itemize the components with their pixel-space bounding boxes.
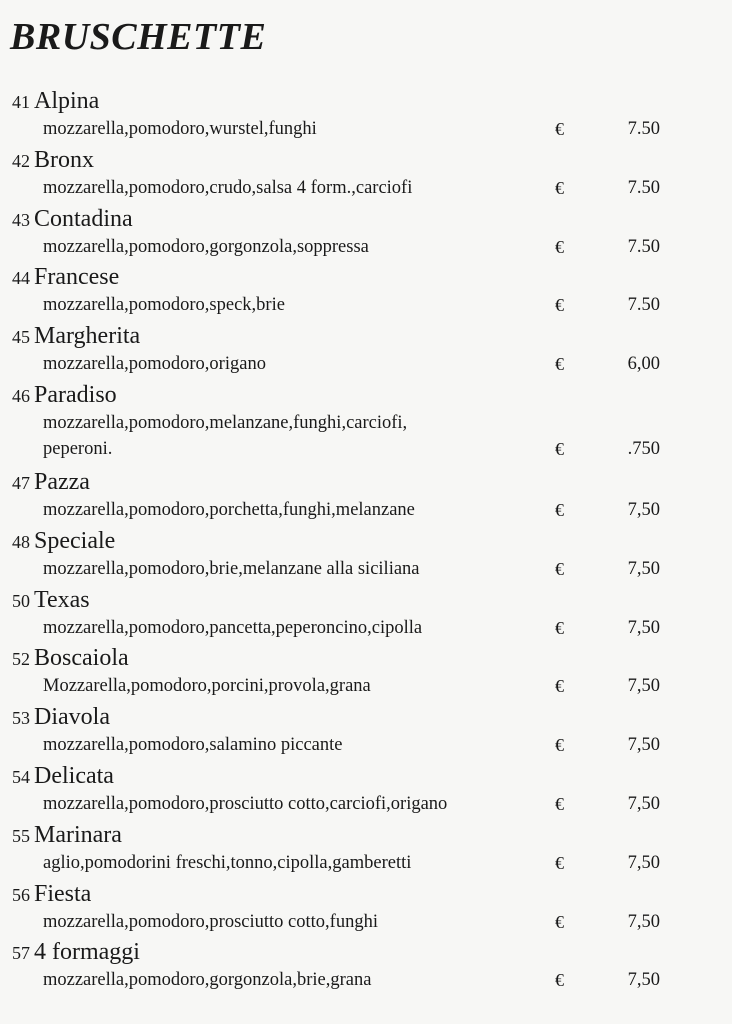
- menu-item-heading: [12, 467, 90, 500]
- menu-item-number: 57: [12, 943, 30, 964]
- menu-item-description: aglio,pomodorini freschi,tonno,cipolla,gamberetti: [43, 852, 412, 873]
- menu-item-heading: [12, 643, 129, 676]
- menu-item-heading: [12, 262, 119, 295]
- currency-symbol: €: [555, 970, 564, 991]
- menu-item-heading: [12, 145, 94, 178]
- menu-item-name: Margherita: [34, 323, 141, 350]
- menu-item-price: 7,50: [627, 499, 660, 520]
- menu-item-heading: [12, 937, 140, 970]
- menu-item-number: 53: [12, 708, 30, 729]
- menu-item-name: Bronx: [34, 146, 94, 173]
- menu-item-number: 54: [12, 766, 30, 787]
- menu-item: [0, 204, 732, 263]
- menu-item-price: 7,50: [627, 970, 660, 991]
- menu-item-description: mozzarella,pomodoro,gorgonzola,soppressa: [43, 236, 369, 257]
- menu-item-number: 44: [12, 268, 30, 289]
- menu-item-description: mozzarella,pomodoro,origano: [43, 354, 266, 375]
- menu-item: [0, 262, 732, 321]
- menu-item-heading: [12, 86, 99, 119]
- menu-item-price: 7.50: [627, 295, 660, 316]
- menu-item-heading: [12, 321, 140, 354]
- menu-item-name: Diavola: [34, 704, 110, 731]
- menu-item-number: 50: [12, 590, 30, 611]
- menu-item-number: 42: [12, 150, 30, 171]
- menu-item-name: Contadina: [34, 205, 133, 232]
- menu-item-name: Alpina: [34, 88, 100, 114]
- menu-item-number: 56: [12, 884, 30, 905]
- currency-symbol: €: [555, 676, 564, 697]
- currency-symbol: €: [555, 438, 564, 459]
- currency-symbol: €: [555, 617, 564, 638]
- currency-symbol: €: [555, 911, 564, 932]
- menu-item: [0, 380, 732, 467]
- currency-symbol: €: [555, 236, 564, 257]
- menu-item-number: 45: [12, 327, 30, 348]
- menu-item: [0, 937, 732, 996]
- menu-item-name: Delicata: [34, 762, 114, 789]
- currency-symbol: €: [555, 793, 564, 814]
- menu-item-name: Paradiso: [34, 381, 117, 408]
- menu-item-number: 55: [12, 825, 30, 846]
- menu-item-description: mozzarella,pomodoro,gorgonzola,brie,grana: [43, 970, 372, 991]
- menu-item-number: 48: [12, 531, 30, 552]
- menu-item-description-continued: peperoni.: [43, 438, 113, 459]
- currency-symbol: €: [555, 735, 564, 756]
- menu-item: [0, 702, 732, 761]
- menu-item-heading: [12, 204, 133, 237]
- menu-item: [0, 526, 732, 585]
- menu-item: [0, 585, 732, 644]
- currency-symbol: €: [555, 852, 564, 873]
- menu-item-heading: [12, 820, 122, 853]
- menu-item-description: mozzarella,pomodoro,pancetta,peperoncino,cipolla: [43, 617, 423, 638]
- menu-item-price: 7,50: [627, 735, 660, 756]
- menu-item-description: mozzarella,pomodoro,brie,melanzane alla siciliana: [43, 558, 420, 579]
- menu-item-number: 47: [12, 472, 30, 493]
- menu-item: [0, 321, 732, 380]
- menu-item-description: mozzarella,pomodoro,salamino piccante: [43, 735, 343, 756]
- menu-item-description: mozzarella,pomodoro,melanzane,funghi,carciofi,: [43, 412, 408, 433]
- menu-item-list: [0, 86, 732, 996]
- menu-item-price: 7.50: [627, 177, 660, 198]
- menu-item: [0, 879, 732, 938]
- menu-item-number: 46: [12, 385, 30, 406]
- menu-item-price: 7,50: [627, 676, 660, 697]
- menu-item-name: Fiesta: [34, 880, 92, 907]
- menu-item: [0, 761, 732, 820]
- menu-item-number: 43: [12, 209, 30, 230]
- menu-item-number: 52: [12, 649, 30, 670]
- menu-item-heading: [12, 380, 117, 413]
- menu-item-price: 7.50: [627, 119, 660, 139]
- menu-item-price: 7,50: [627, 852, 660, 873]
- menu-item: [0, 820, 732, 879]
- menu-item-name: Marinara: [34, 821, 122, 848]
- menu-item-heading: [12, 526, 115, 559]
- currency-symbol: €: [555, 499, 564, 520]
- menu-item-heading: [12, 879, 91, 912]
- menu-item-name: Texas: [34, 586, 90, 613]
- menu-item-name: Speciale: [34, 527, 116, 554]
- menu-item-name: Francese: [34, 264, 120, 291]
- menu-item: [0, 467, 732, 526]
- menu-item-price: 6,00: [627, 354, 660, 375]
- menu-item-description: mozzarella,pomodoro,prosciutto cotto,funghi: [43, 911, 378, 932]
- menu-item-price: .750: [627, 438, 660, 459]
- menu-item-description: Mozzarella,pomodoro,porcini,provola,grana: [43, 676, 371, 697]
- currency-symbol: €: [555, 119, 564, 139]
- currency-symbol: €: [555, 295, 564, 316]
- menu-item-description: mozzarella,pomodoro,prosciutto cotto,carciofi,origano: [43, 793, 448, 814]
- menu-item-description: mozzarella,pomodoro,wurstel,funghi: [43, 119, 317, 139]
- menu-item-price: 7,50: [627, 617, 660, 638]
- menu-item-heading: [12, 585, 90, 618]
- menu-item-number: 41: [12, 92, 30, 112]
- menu-item: [0, 86, 732, 145]
- menu-item-price: 7,50: [627, 793, 660, 814]
- menu-item-heading: [12, 702, 110, 735]
- menu-item-description: mozzarella,pomodoro,speck,brie: [43, 295, 285, 316]
- menu-item-name: Boscaiola: [34, 645, 129, 672]
- menu-item-name: 4 formaggi: [34, 939, 140, 966]
- menu-item-heading: [12, 761, 114, 794]
- currency-symbol: €: [555, 177, 564, 198]
- menu-item-description: mozzarella,pomodoro,porchetta,funghi,melanzane: [43, 499, 415, 520]
- menu-item-price: 7.50: [627, 236, 660, 257]
- menu-item-description: mozzarella,pomodoro,crudo,salsa 4 form.,carciofi: [43, 177, 413, 198]
- menu-item: [0, 643, 732, 702]
- menu-item-price: 7,50: [627, 911, 660, 932]
- menu-item-price: 7,50: [627, 558, 660, 579]
- menu-item-name: Pazza: [34, 468, 90, 495]
- currency-symbol: €: [555, 558, 564, 579]
- menu-title: BRUSCHETTE: [10, 16, 267, 58]
- currency-symbol: €: [555, 354, 564, 375]
- menu-item: [0, 145, 732, 204]
